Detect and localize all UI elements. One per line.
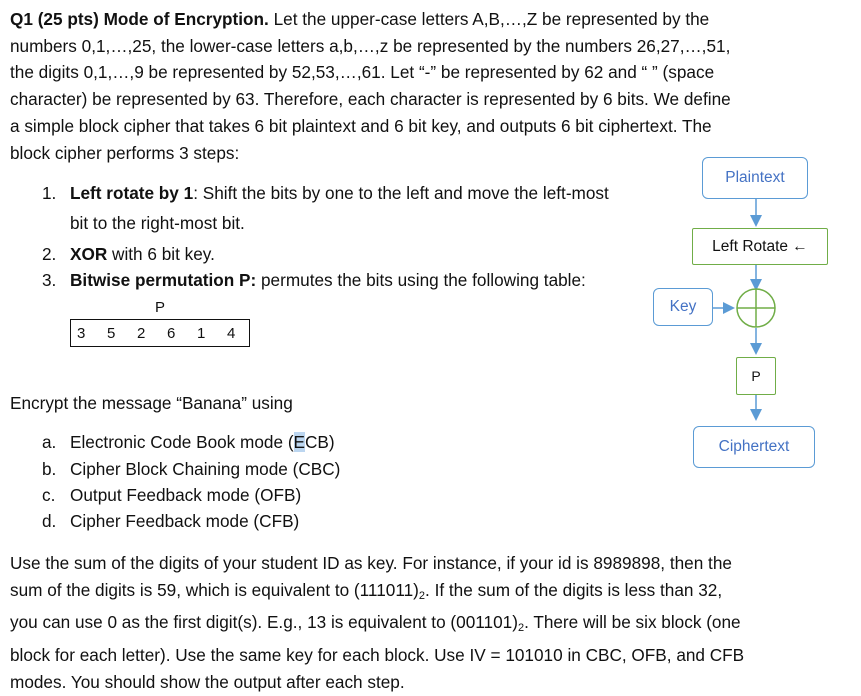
- footer-line: block for each letter). Use the same key for each block. Use IV = 101010 in CBC, OFB, and CFB: [10, 645, 745, 666]
- footer-line: sum of the digits is 59, which is equivalent to $(111011)_2$. If the sum of the digits is less than 32,: [10, 579, 723, 602]
- mode-ofb: c. Output Feedback mode (OFB): [42, 485, 302, 505]
- mode-cfb: d. Cipher Feedback mode (CFB): [42, 511, 300, 531]
- p-box: P: [736, 357, 776, 395]
- intro-line: a simple block cipher that takes 6 bit plaintext and 6 bit key, and outputs 6 bit ciphertext. The: [10, 115, 712, 136]
- permutation-table: [70, 297, 250, 347]
- permutation-header: P: [70, 297, 250, 320]
- perm-value: 6: [167, 324, 176, 342]
- step-1-continued: bit to the right-most bit.: [70, 213, 245, 233]
- perm-value: 1: [197, 324, 206, 342]
- plaintext-box: Plaintext: [702, 157, 808, 199]
- intro-line: character) be represented by 63. Therefore, each character is represented by 6 bits. We define: [10, 89, 731, 110]
- intro-line: block cipher performs 3 steps:: [10, 142, 240, 163]
- key-box: Key: [653, 288, 713, 326]
- xor-icon: [737, 289, 775, 327]
- step-1: 1. Left rotate by 1: Shift the bits by one to the left and move the left-most: [42, 183, 609, 203]
- mode-cbc: b. Cipher Block Chaining mode (CBC): [42, 459, 341, 479]
- text-cursor-highlight: E: [293, 432, 306, 452]
- block-cipher-diagram: [640, 150, 861, 470]
- step-2: 2. XOR with 6 bit key.: [42, 244, 215, 264]
- footer-line: you can use 0 as the first digit(s). E.g., 13 is equivalent to $(001101)_2$. There will be six block (one: [10, 612, 741, 635]
- ciphertext-box: Ciphertext: [693, 426, 815, 468]
- permutation-values: [70, 320, 250, 347]
- intro-line: Let the upper-case letters A,B,…,Z be represented by the: [268, 9, 710, 29]
- footer-paragraph: [10, 550, 744, 696]
- perm-value: 3: [77, 324, 86, 342]
- intro-line: the digits 0,1,…,9 be represented by 52,53,…,61. Let “-” be represented by 62 and “ ” (space: [10, 62, 715, 83]
- perm-value: 4: [227, 324, 236, 342]
- question-heading: Q1 (25 pts) Mode of Encryption.: [10, 9, 269, 29]
- perm-value: 2: [137, 324, 146, 342]
- mode-ecb: a. Electronic Code Book mode (ECB): [42, 432, 335, 452]
- step-3: 3. Bitwise permutation P: permutes the bits using the following table:: [42, 270, 586, 290]
- intro-paragraph: [10, 6, 731, 166]
- encrypt-prompt: Encrypt the message “Banana” using: [10, 393, 293, 413]
- intro-line: numbers 0,1,…,25, the lower-case letters a,b,…,z be represented by the numbers 26,27,…,51,: [10, 35, 731, 56]
- footer-line: Use the sum of the digits of your student ID as key. For instance, if your id is 8989898, then the: [10, 553, 732, 573]
- footer-line: modes. You should show the output after each step.: [10, 671, 405, 692]
- left-rotate-box: Left Rotate ←: [692, 228, 828, 265]
- perm-value: 5: [107, 324, 116, 342]
